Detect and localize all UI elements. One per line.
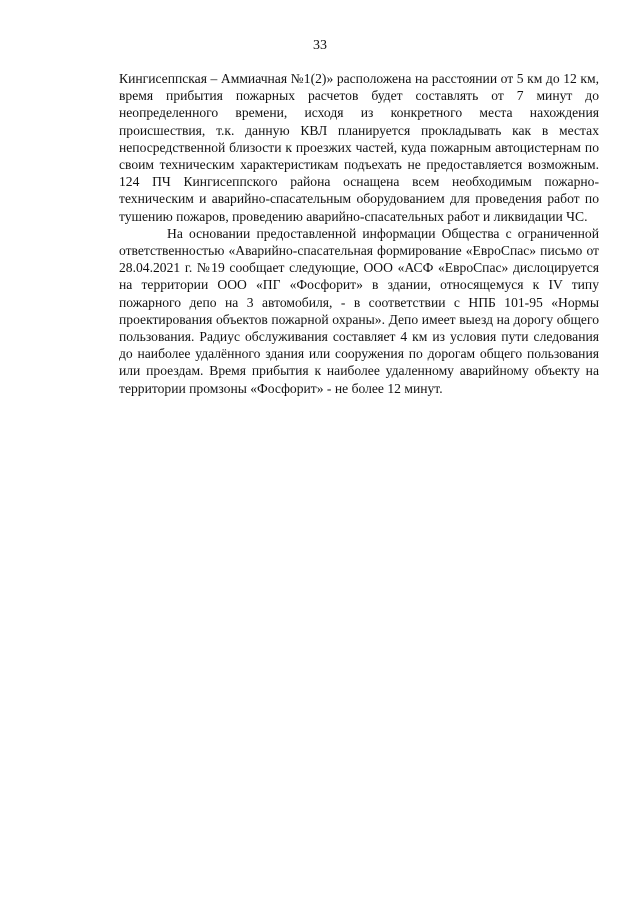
page-number: 33 [313,38,327,53]
document-body [119,70,599,397]
paragraph-eurospas-info: На основании предоставленной информации Общества с ограниченной ответственностью «Аварийно-спасательная формирование «ЕвроСпас» письмо от 28.04.2021 г. №19 сообщает следующие, ООО «АСФ «ЕвроСпас» дислоцируется на территории ООО «ПГ «Фосфорит» в здании, относящемуся к IV типу пожарного депо на 3 автомобиля, - в соответствии с НПБ 101-95 «Нормы проектирования объектов пожарной охраны». Депо имеет выезд на дорогу общего пользования. Радиус обслуживания составляет 4 км из условия пути следования до наиболее удалённого здания или сооружения по дорогам общего пользования или проездам. Время прибытия к наиболее удаленному аварийному объекту на территории промзоны «Фосфорит» - не более 12 минут. [119,225,599,396]
paragraph-continuation: Кингисеппская – Аммиачная №1(2)» расположена на расстоянии от 5 км до 12 км, время прибытия пожарных расчетов будет составлять от 7 минут до неопределенного времени, исходя из конкретного места нахождения происшествия, т.к. данную КВЛ планируется прокладывать как в местах непосредственной близости к проезжих частей, куда пожарным автоцистернам по своим техническим характеристикам подъехать не предоставляется возможным. 124 ПЧ Кингисеппского района оснащена всем необходимым пожарно-техническим и аварийно-спасательным оборудованием для проведения работ по тушению пожаров, проведению аварийно-спасательных работ и ликвидации ЧС. [119,71,599,224]
